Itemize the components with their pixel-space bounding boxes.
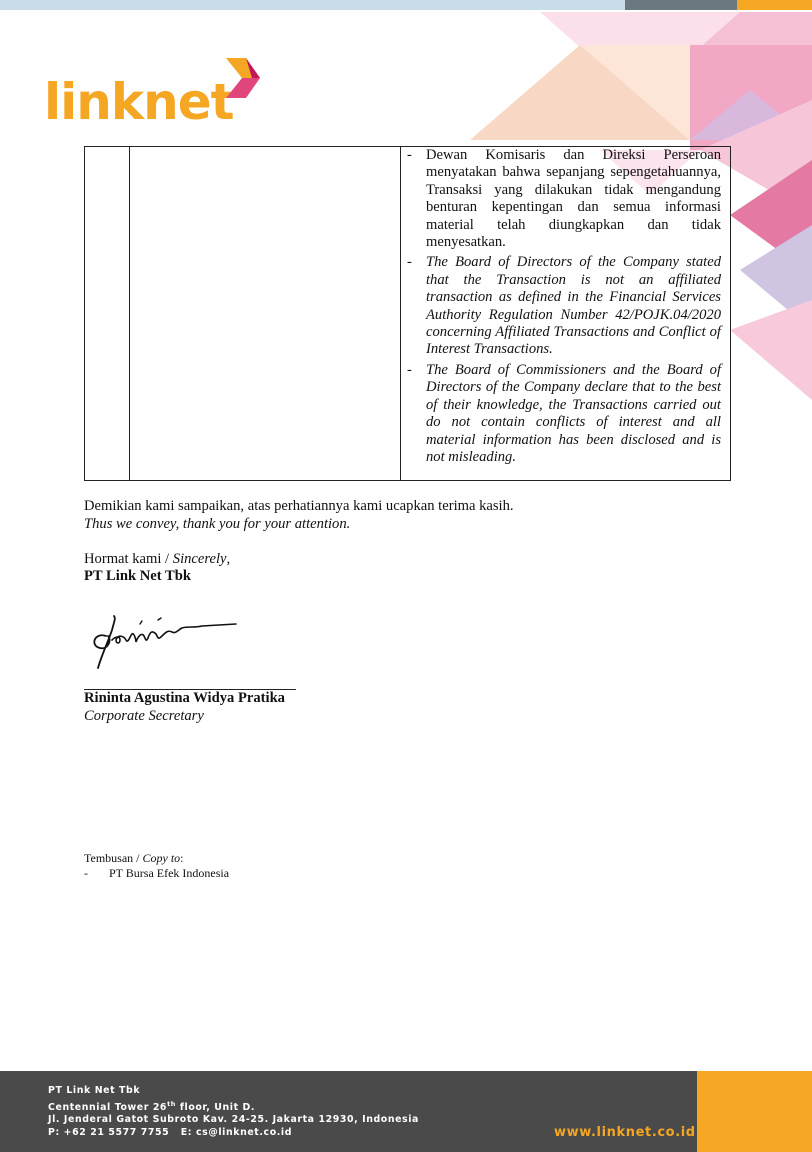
footer-address-1-post: floor, Unit D.: [176, 1101, 256, 1113]
copy-to-label-suffix: :: [180, 851, 184, 865]
footer-contact: P: +62 21 5577 7755 E: cs@linknet.co.id: [48, 1126, 293, 1138]
table-row: [85, 147, 731, 481]
list-item-text: The Board of Commissioners and the Board of Directors of the Company declare that to the best of their knowledge, the Transactions carried out do not contain conflicts of interest and all material information has been disclosed and is not misleading.: [426, 361, 721, 465]
linknet-logo: [44, 54, 264, 134]
footer-website-link[interactable]: www.linknet.co.id: [554, 1125, 696, 1140]
footer-address-1-sup: th: [167, 1099, 176, 1108]
greeting-en: Sincerely: [172, 551, 227, 567]
copy-to-label: [84, 851, 184, 865]
footer-company: PT Link Net Tbk: [48, 1085, 141, 1096]
greeting-id: Hormat kami /: [84, 551, 173, 567]
list-item: [407, 147, 721, 251]
closing-line-id: Demikian kami sampaikan, atas perhatiannya kami ucapkan terima kasih.: [84, 498, 514, 514]
handwritten-signature: [86, 606, 256, 676]
content-table: [84, 146, 731, 481]
copy-to-item: [84, 866, 229, 880]
footer-address-1: [48, 1098, 419, 1115]
closing-line-en: Thus we convey, thank you for your attention.: [84, 516, 351, 532]
list-dash: -: [407, 361, 412, 378]
copy-to-label-id: Tembusan /: [84, 851, 143, 865]
copy-to-dash: -: [84, 866, 88, 880]
footer-company-info: [48, 1085, 419, 1140]
company-name: PT Link Net Tbk: [84, 568, 191, 584]
table-cell-subject: [130, 147, 401, 481]
signer-name: Rininta Agustina Widya Pratika: [84, 690, 285, 706]
list-item: [407, 362, 721, 466]
list-item-text: Dewan Komisaris dan Direksi Perseroan menyatakan bahwa sepanjang sepengetahuannya, Transaksi yang dilakukan tidak mengandung benturan kepentingan dan semua informasi material telah diungkapkan dan tidak menyesatkan.: [426, 147, 721, 251]
copy-to-label-en: Copy to: [142, 851, 181, 865]
table-cell-number: [85, 147, 130, 481]
copy-to-recipient: PT Bursa Efek Indonesia: [109, 866, 230, 880]
footer-address-2: Jl. Jenderal Gatot Subroto Kav. 24-25. Jakarta 12930, Indonesia: [48, 1114, 419, 1126]
list-item: [407, 254, 721, 358]
footer-address-1-pre: Centennial Tower 26: [48, 1101, 168, 1113]
footer: [0, 1071, 812, 1152]
logo-chevron-icon: [224, 54, 264, 104]
table-cell-description: [401, 147, 731, 481]
greeting-suffix: ,: [226, 551, 231, 567]
logo-wordmark: linknet: [44, 73, 234, 131]
list-dash: -: [407, 254, 412, 271]
list-item-text: The Board of Directors of the Company stated that the Transaction is not an affiliated transaction as defined in the Financial Services Authority Regulation Number 42/POJK.04/2020 concerning Affiliated Transactions and Conflict of Interest Transactions.: [426, 254, 721, 358]
greeting: [84, 551, 230, 569]
footer-orange-panel: [697, 1071, 812, 1152]
signer-title: Corporate Secretary: [84, 708, 204, 724]
list-dash: -: [407, 147, 412, 163]
